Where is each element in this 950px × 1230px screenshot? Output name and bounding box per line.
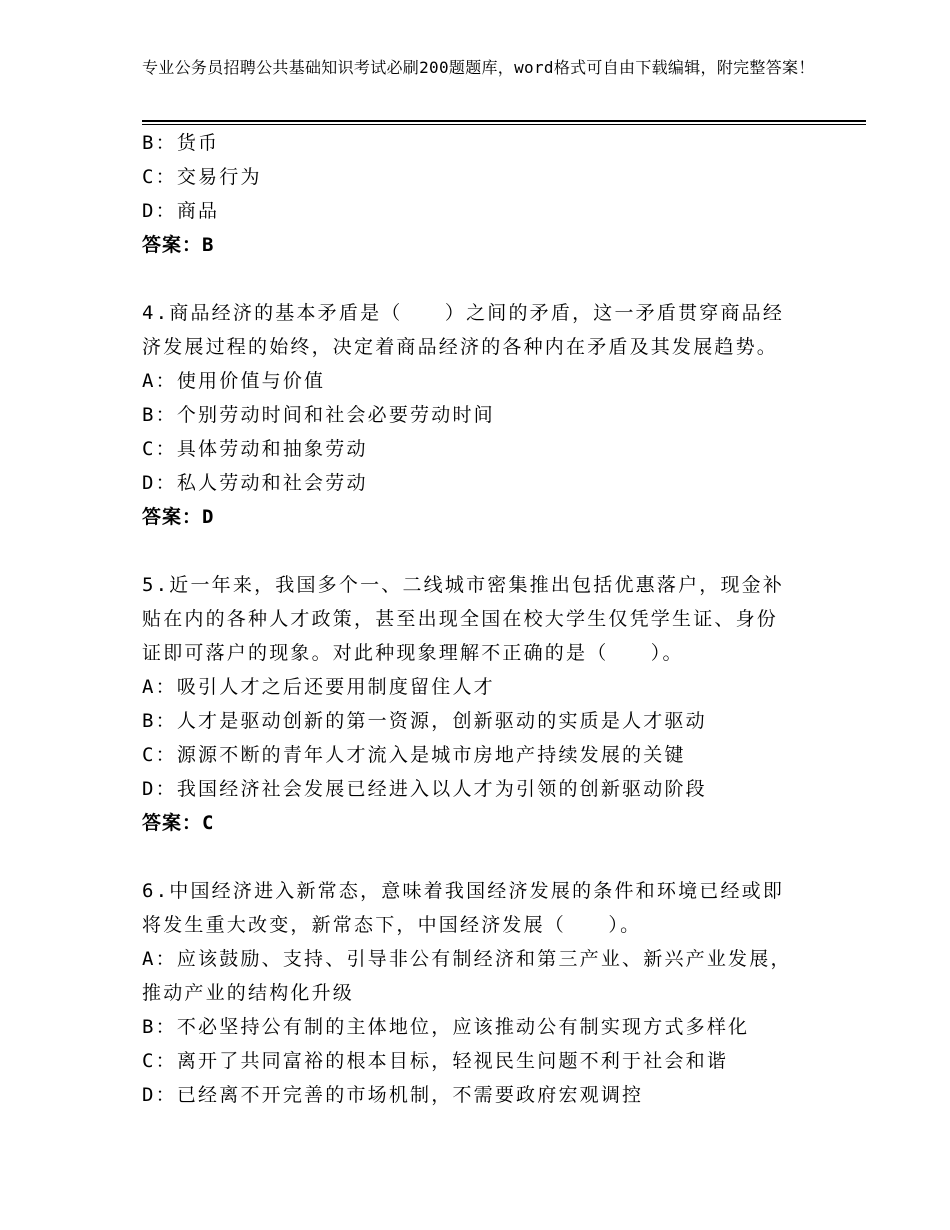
header-divider-thin	[142, 124, 866, 125]
question-stem-line: 证即可落户的现象。对此种现象理解不正确的是（ ）。	[142, 642, 684, 664]
answer-line: 答案：C	[142, 812, 215, 834]
question-stem-line: 将发生重大改变，新常态下，中国经济发展（ ）。	[142, 914, 642, 936]
option-b: B：货币	[142, 132, 220, 154]
option-c: C：具体劳动和抽象劳动	[142, 438, 368, 460]
option-c: C：源源不断的青年人才流入是城市房地产持续发展的关键	[142, 744, 686, 766]
answer-line: 答案：D	[142, 506, 215, 528]
option-a: A：使用价值与价值	[142, 370, 326, 392]
option-c: C：离开了共同富裕的根本目标，轻视民生问题不利于社会和谐	[142, 1050, 729, 1072]
question-stem-line: 6.中国经济进入新常态，意味着我国经济发展的条件和环境已经或即	[142, 880, 785, 902]
option-a: A：吸引人才之后还要用制度留住人才	[142, 676, 495, 698]
question-5	[142, 568, 822, 840]
question-stem-line: 贴在内的各种人才政策，甚至出现全国在校大学生仅凭学生证、身份	[142, 608, 779, 630]
option-a	[142, 942, 822, 1010]
option-a-line-2: 推动产业的结构化升级	[142, 982, 355, 1004]
header-text: 专业公务员招聘公共基础知识考试必刷200题题库，word格式可自由下载编辑，附完整答案！	[142, 58, 815, 77]
question-stem-line: 5.近一年来，我国多个一、二线城市密集推出包括优惠落户，现金补	[142, 574, 785, 596]
question-6	[142, 874, 822, 1112]
option-c: C：交易行为	[142, 166, 262, 188]
document-body	[142, 126, 822, 1112]
option-d: D：私人劳动和社会劳动	[142, 472, 368, 494]
question-stem-line: 济发展过程的始终，决定着商品经济的各种内在矛盾及其发展趋势。	[142, 336, 779, 358]
option-a-line-1: A：应该鼓励、支持、引导非公有制经济和第三产业、新兴产业发展，	[142, 948, 792, 970]
option-b: B：不必坚持公有制的主体地位，应该推动公有制实现方式多样化	[142, 1016, 750, 1038]
option-d: D：已经离不开完善的市场机制，不需要政府宏观调控	[142, 1084, 644, 1106]
question-stem-line: 4.商品经济的基本矛盾是（ ）之间的矛盾，这一矛盾贯穿商品经	[142, 302, 785, 324]
question-4	[142, 296, 822, 534]
answer-line: 答案：B	[142, 234, 215, 256]
page-header	[142, 56, 842, 79]
option-d: D：商品	[142, 200, 220, 222]
option-b: B：人才是驱动创新的第一资源，创新驱动的实质是人才驱动	[142, 710, 707, 732]
header-divider-thick	[142, 120, 866, 122]
option-b: B：个别劳动时间和社会必要劳动时间	[142, 404, 495, 426]
option-d: D：我国经济社会发展已经进入以人才为引领的创新驱动阶段	[142, 778, 707, 800]
question-3-continuation	[142, 126, 822, 262]
